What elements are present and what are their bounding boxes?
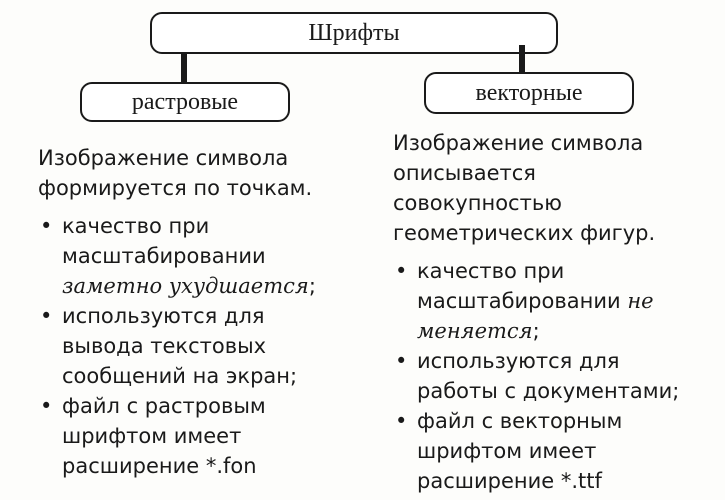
bullet-dot: • xyxy=(395,349,408,373)
raster-bullet-1 xyxy=(38,211,348,301)
connector-right xyxy=(519,45,525,74)
vector-bullet-2-text: используются для работы с документами; xyxy=(417,349,680,403)
node-raster-label: растровые xyxy=(131,88,239,115)
raster-bullet-list xyxy=(38,211,348,481)
node-raster xyxy=(80,82,290,122)
raster-bullet-1-suffix: ; xyxy=(308,274,316,298)
vector-bullet-3 xyxy=(393,406,693,496)
vector-description-column xyxy=(393,128,693,496)
node-vector xyxy=(424,72,634,114)
vector-bullet-2 xyxy=(393,346,693,406)
raster-bullet-3 xyxy=(38,391,348,481)
vector-bullet-list xyxy=(393,256,693,496)
vector-bullet-3-text: файл с векторным шрифтом имеет расширение *.ttf xyxy=(417,409,623,493)
bullet-dot: • xyxy=(40,394,53,418)
root-node-label: Шрифты xyxy=(308,19,400,46)
vector-bullet-1 xyxy=(393,256,693,346)
vector-bullet-1-emphasis: не меняется xyxy=(417,289,654,343)
raster-bullet-2 xyxy=(38,301,348,391)
raster-description-column xyxy=(38,143,348,481)
vector-bullet-1-text: качество при масштабировании xyxy=(417,259,628,313)
root-node-fonts xyxy=(150,12,558,54)
raster-bullet-2-text: используются для вывода текстовых сообщений на экран; xyxy=(62,304,298,388)
bullet-dot: • xyxy=(395,259,408,283)
raster-bullet-3-text: файл с растровым шрифтом имеет расширение *.fon xyxy=(62,394,266,478)
raster-bullet-1-emphasis: заметно ухудшается xyxy=(62,274,309,298)
vector-bullet-1-suffix: ; xyxy=(532,319,540,343)
vector-intro: Изображение символа описывается совокупностью геометрических фигур. xyxy=(393,131,656,245)
connector-left xyxy=(181,54,187,84)
bullet-dot: • xyxy=(40,304,53,328)
raster-intro: Изображение символа формируется по точкам. xyxy=(38,146,313,200)
bullet-dot: • xyxy=(395,409,408,433)
bullet-dot: • xyxy=(40,214,53,238)
raster-bullet-1-text: качество при масштабировании xyxy=(62,214,266,268)
node-vector-label: векторные xyxy=(475,79,583,106)
